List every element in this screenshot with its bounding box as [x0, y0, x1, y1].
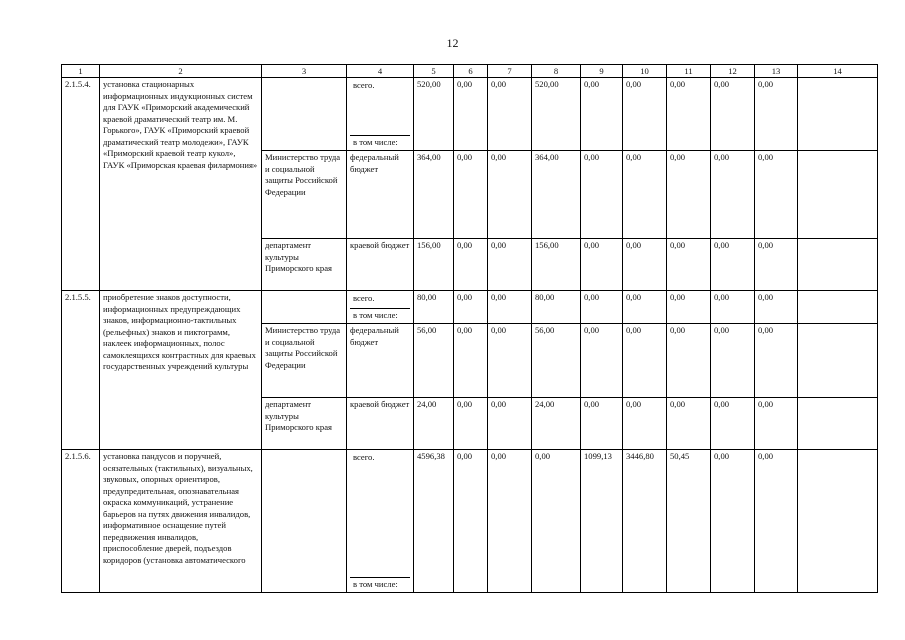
value-cell: 0,00 — [711, 291, 755, 324]
value-cell: 0,00 — [454, 324, 488, 398]
value-cell: 0,00 — [667, 239, 711, 291]
source-total-label: всего. — [353, 293, 375, 303]
value-cell: 364,00 — [414, 151, 454, 239]
col-header: 6 — [454, 65, 488, 78]
value-cell: 0,00 — [711, 398, 755, 450]
source-cell — [347, 450, 414, 593]
col-header: 13 — [755, 65, 798, 78]
value-cell: 0,00 — [581, 151, 623, 239]
row-code: 2.1.5.6. — [62, 450, 100, 593]
value-cell: 0,00 — [488, 291, 532, 324]
value-cell: 156,00 — [532, 239, 581, 291]
col-header: 5 — [414, 65, 454, 78]
executor-cell — [262, 291, 347, 324]
program-table — [61, 64, 878, 593]
value-cell: 3446,80 — [623, 450, 667, 593]
value-cell: 156,00 — [414, 239, 454, 291]
executor-cell: департамент культуры Приморского края — [262, 239, 347, 291]
value-cell: 0,00 — [454, 398, 488, 450]
value-cell: 0,00 — [581, 291, 623, 324]
value-cell: 0,00 — [581, 398, 623, 450]
value-cell: 0,00 — [488, 398, 532, 450]
value-cell: 80,00 — [532, 291, 581, 324]
value-cell: 0,00 — [755, 291, 798, 324]
value-cell: 0,00 — [623, 151, 667, 239]
value-cell: 0,00 — [711, 151, 755, 239]
col-header: 12 — [711, 65, 755, 78]
row-name: установка пандусов и поручней, осязательных (тактильных), визуальных, звуковых, опорных ориентиров, предупредительная, опознавательная окраска коммуникаций, устранение барьеров на путях движения инвалидов, информативное оснащение путей передвижения инвалидов, приспособление дверей, подъездов коридоров (установка автоматического — [100, 450, 262, 593]
value-cell: 0,00 — [755, 324, 798, 398]
source-total-label: всего. — [353, 452, 375, 462]
value-cell: 80,00 — [414, 291, 454, 324]
empty-cell — [798, 291, 878, 324]
col-header: 7 — [488, 65, 532, 78]
col-header: 14 — [798, 65, 878, 78]
value-cell: 0,00 — [454, 239, 488, 291]
empty-cell — [798, 78, 878, 151]
value-cell: 0,00 — [667, 78, 711, 151]
value-cell: 0,00 — [755, 151, 798, 239]
source-cell: краевой бюджет — [347, 239, 414, 291]
value-cell: 56,00 — [532, 324, 581, 398]
value-cell: 0,00 — [581, 78, 623, 151]
col-header: 8 — [532, 65, 581, 78]
col-header: 3 — [262, 65, 347, 78]
table-row — [62, 78, 878, 151]
value-cell: 0,00 — [454, 78, 488, 151]
value-cell: 0,00 — [623, 78, 667, 151]
executor-cell: Министерство труда и социальной защиты Российской Федерации — [262, 151, 347, 239]
value-cell: 0,00 — [667, 398, 711, 450]
col-header: 2 — [100, 65, 262, 78]
empty-cell — [798, 151, 878, 239]
value-cell: 0,00 — [581, 324, 623, 398]
source-total-label: всего. — [353, 80, 375, 90]
executor-cell: Министерство труда и социальной защиты Российской Федерации — [262, 324, 347, 398]
value-cell: 4596,38 — [414, 450, 454, 593]
empty-cell — [798, 450, 878, 593]
value-cell: 0,00 — [623, 239, 667, 291]
table-row — [62, 291, 878, 324]
table-row — [62, 450, 878, 593]
executor-cell — [262, 78, 347, 151]
empty-cell — [798, 239, 878, 291]
value-cell: 0,00 — [488, 151, 532, 239]
value-cell: 0,00 — [488, 78, 532, 151]
col-header: 11 — [667, 65, 711, 78]
column-number-row — [62, 65, 878, 78]
value-cell: 520,00 — [414, 78, 454, 151]
page-number: 12 — [446, 36, 459, 50]
source-cell — [347, 78, 414, 151]
value-cell: 364,00 — [532, 151, 581, 239]
source-cell: краевой бюджет — [347, 398, 414, 450]
value-cell: 0,00 — [581, 239, 623, 291]
value-cell: 0,00 — [755, 78, 798, 151]
value-cell: 0,00 — [711, 78, 755, 151]
row-name: приобретение знаков доступности, информационных предупреждающих знаков, информационно-тактильных (рельефных) знаков и пиктограмм, наклеек информационных, полос самоклеящихся контрастных для краевых государственных учреждений культуры — [100, 291, 262, 450]
value-cell: 0,00 — [711, 324, 755, 398]
value-cell: 0,00 — [532, 450, 581, 593]
value-cell: 0,00 — [711, 239, 755, 291]
executor-cell — [262, 450, 347, 593]
value-cell: 0,00 — [623, 291, 667, 324]
row-code: 2.1.5.4. — [62, 78, 100, 291]
source-incl-label: в том числе: — [350, 308, 410, 322]
value-cell: 0,00 — [755, 450, 798, 593]
value-cell: 56,00 — [414, 324, 454, 398]
value-cell: 24,00 — [414, 398, 454, 450]
value-cell: 0,00 — [454, 291, 488, 324]
source-cell: федеральный бюджет — [347, 151, 414, 239]
executor-cell: департамент культуры Приморского края — [262, 398, 347, 450]
col-header: 9 — [581, 65, 623, 78]
value-cell: 0,00 — [488, 324, 532, 398]
source-cell — [347, 291, 414, 324]
value-cell: 0,00 — [454, 450, 488, 593]
row-name: установка стационарных информационных индукционных систем для ГАУК «Приморский академический краевой драматический театр им. М. Горького», ГАУК «Приморский краевой драматический театр молодежи», ГАУК «Приморский краевой театр кукол», ГАУК «Приморская краевая филармония» — [100, 78, 262, 291]
value-cell: 0,00 — [488, 450, 532, 593]
value-cell: 0,00 — [667, 151, 711, 239]
value-cell: 24,00 — [532, 398, 581, 450]
col-header: 4 — [347, 65, 414, 78]
value-cell: 0,00 — [454, 151, 488, 239]
col-header: 10 — [623, 65, 667, 78]
source-cell: федеральный бюджет — [347, 324, 414, 398]
value-cell: 0,00 — [667, 324, 711, 398]
value-cell: 50,45 — [667, 450, 711, 593]
source-incl-label: в том числе: — [350, 577, 410, 591]
value-cell: 0,00 — [711, 450, 755, 593]
value-cell: 0,00 — [755, 239, 798, 291]
empty-cell — [798, 324, 878, 398]
source-incl-label: в том числе: — [350, 135, 410, 149]
value-cell: 0,00 — [755, 398, 798, 450]
value-cell: 1099,13 — [581, 450, 623, 593]
col-header: 1 — [62, 65, 100, 78]
empty-cell — [798, 398, 878, 450]
row-code: 2.1.5.5. — [62, 291, 100, 450]
value-cell: 520,00 — [532, 78, 581, 151]
value-cell: 0,00 — [623, 324, 667, 398]
value-cell: 0,00 — [488, 239, 532, 291]
value-cell: 0,00 — [623, 398, 667, 450]
value-cell: 0,00 — [667, 291, 711, 324]
